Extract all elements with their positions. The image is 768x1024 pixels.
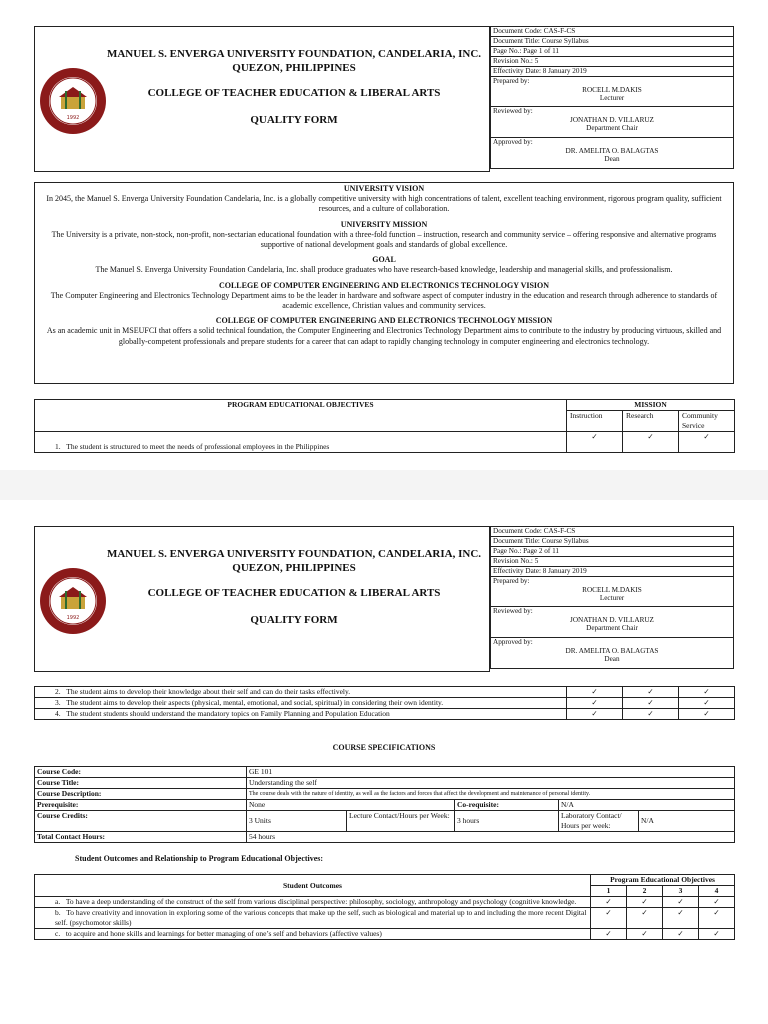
check-mark: ✓ xyxy=(663,929,699,940)
check-mark: ✓ xyxy=(627,929,663,940)
institution-line1: MANUEL S. ENVERGA UNIVERSITY FOUNDATION, CANDELARIA, INC. xyxy=(106,548,482,560)
student-outcomes-header: Student Outcomes xyxy=(35,875,591,897)
effectivity-date: Effectivity Date: 8 January 2019 xyxy=(491,567,734,577)
peo-item xyxy=(35,709,567,720)
check-mark: ✓ xyxy=(591,908,627,929)
student-outcomes-heading: Student Outcomes and Relationship to Program Educational Objectives: xyxy=(75,854,324,863)
course-credits-value: 3 Units xyxy=(247,811,347,832)
check-mark: ✓ xyxy=(699,897,735,908)
check-mark: ✓ xyxy=(679,432,735,453)
institution-block xyxy=(34,26,490,172)
col-community-service: Community Service xyxy=(679,411,735,432)
reviewed-by-cell xyxy=(491,107,734,138)
page-number: Page No.: Page 1 of 11 xyxy=(491,47,734,57)
col-instruction: Instruction xyxy=(567,411,623,432)
prepared-by-cell xyxy=(491,577,734,607)
course-description-label: Course Description: xyxy=(35,789,247,800)
prepared-role: Lecturer xyxy=(599,94,625,102)
check-mark: ✓ xyxy=(623,709,679,720)
course-code-value: GE 101 xyxy=(247,767,735,778)
college-name: COLLEGE OF TEACHER EDUCATION & LIBERAL ARTS xyxy=(147,587,441,599)
document-control-table xyxy=(490,26,734,169)
outcome-item xyxy=(35,908,591,929)
college-vision-heading: COLLEGE OF COMPUTER ENGINEERING AND ELECTRONICS TECHNOLOGY VISION xyxy=(218,280,550,290)
check-mark: ✓ xyxy=(591,897,627,908)
check-mark: ✓ xyxy=(623,698,679,709)
check-mark: ✓ xyxy=(623,687,679,698)
outcome-text: to acquire and hone skills and learnings for better managing of one’s self and behaviors (affective values) xyxy=(65,929,382,938)
check-mark: ✓ xyxy=(567,432,623,453)
page-number: Page No.: Page 2 of 11 xyxy=(491,547,734,557)
peo-row xyxy=(35,687,735,698)
peo-table-continued xyxy=(34,686,735,720)
approved-label: Approved by: xyxy=(493,138,533,146)
approved-role: Dean xyxy=(604,655,620,663)
peo-col-2: 2 xyxy=(627,886,663,897)
prerequisite-value: None xyxy=(247,800,455,811)
reviewed-label: Reviewed by: xyxy=(493,107,533,115)
peo-item xyxy=(35,698,567,709)
outcome-row xyxy=(35,897,735,908)
check-mark: ✓ xyxy=(699,908,735,929)
course-description-value: The course deals with the nature of identity, as well as the factors and forces that affect the development and maintenance of personal identity. xyxy=(247,789,735,800)
reviewed-label: Reviewed by: xyxy=(493,607,533,615)
peo-item-text: The student is structured to meet the needs of professional employees in the Philippines xyxy=(66,442,330,451)
goal-heading: GOAL xyxy=(372,255,396,265)
outcome-row xyxy=(35,908,735,929)
peo-item-number: 4. xyxy=(55,709,61,718)
logo-year: 1992 xyxy=(66,115,80,121)
reviewed-role: Department Chair xyxy=(586,124,638,132)
outcome-letter: a. xyxy=(55,897,61,906)
reviewed-role: Department Chair xyxy=(586,624,638,632)
student-outcomes-table xyxy=(34,874,735,940)
peo-item-text: The student aims to develop their aspects (physical, mental, emotional, and social, spiritual) in considering their own identity. xyxy=(66,698,444,707)
doc-code: Document Code: CAS-F-CS xyxy=(491,27,734,37)
vision-mission-box xyxy=(34,182,734,384)
document-control-table xyxy=(490,526,734,669)
lab-hours-label: Laboratory Contact/ Hours per week: xyxy=(559,811,639,832)
doc-title: Document Title: Course Syllabus xyxy=(491,537,734,547)
quality-form-title: QUALITY FORM xyxy=(250,614,338,626)
revision-no: Revision No.: 5 xyxy=(491,57,734,67)
college-name: COLLEGE OF TEACHER EDUCATION & LIBERAL ARTS xyxy=(147,87,441,99)
outcome-row xyxy=(35,929,735,940)
lab-hours-value: N/A xyxy=(639,811,735,832)
peo-header: Program Educational Objectives xyxy=(591,875,735,886)
institution-line2: QUEZON, PHILIPPINES xyxy=(232,62,356,74)
check-mark: ✓ xyxy=(567,709,623,720)
check-mark: ✓ xyxy=(627,897,663,908)
university-seal-logo xyxy=(39,67,107,135)
reviewed-name: JONATHAN D. VILLARUZ xyxy=(570,616,654,624)
course-title-label: Course Title: xyxy=(35,778,247,789)
course-specifications-heading: COURSE SPECIFICATIONS xyxy=(332,743,436,752)
institution-name xyxy=(103,547,485,575)
course-code-label: Course Code: xyxy=(35,767,247,778)
approved-by-cell xyxy=(491,138,734,169)
institution-line2: QUEZON, PHILIPPINES xyxy=(232,562,356,574)
col-research: Research xyxy=(623,411,679,432)
institution-block xyxy=(34,526,490,672)
check-mark: ✓ xyxy=(623,432,679,453)
course-credits-label: Course Credits: xyxy=(35,811,247,832)
approved-label: Approved by: xyxy=(493,638,533,646)
check-mark: ✓ xyxy=(679,687,735,698)
prepared-role: Lecturer xyxy=(599,594,625,602)
course-specifications-table xyxy=(34,766,735,843)
peo-item-number: 1. xyxy=(55,442,61,451)
total-contact-hours-label: Total Contact Hours: xyxy=(35,832,247,843)
quality-form-title: QUALITY FORM xyxy=(250,114,338,126)
peo-item xyxy=(35,432,567,453)
check-mark: ✓ xyxy=(663,897,699,908)
university-seal-logo xyxy=(39,567,107,635)
peo-table xyxy=(34,399,735,453)
peo-col-1: 1 xyxy=(591,886,627,897)
prepared-by-cell xyxy=(491,77,734,107)
check-mark: ✓ xyxy=(699,929,735,940)
peo-item-text: The student aims to develop their knowledge about their self and can do their tasks effectively. xyxy=(66,687,351,696)
reviewed-by-cell xyxy=(491,607,734,638)
peo-item-text: The student students should understand the mandatory topics on Family Planning and Population Education xyxy=(66,709,390,718)
approved-name: DR. AMELITA O. BALAGTAS xyxy=(565,647,659,655)
approved-role: Dean xyxy=(604,155,620,163)
approved-name: DR. AMELITA O. BALAGTAS xyxy=(565,147,659,155)
peo-row xyxy=(35,709,735,720)
college-mission-text: As an academic unit in MSEUFCI that offers a solid technical foundation, the Computer Engineering and Electronics Technology Department aims to contribute to the industry by producing virtuous, skilled and globally-competent professionals and prepare students for a career that can adapt to rapidly changing technology in computer engineering and electronics technology. xyxy=(46,326,722,346)
college-vision-text: The Computer Engineering and Electronics Technology Department aims to be the leader in hardware and software aspect of computer industry in the education and research through adherence to standards of academic excellence, Christian values and community services. xyxy=(50,290,718,311)
syllabus-page-2 xyxy=(0,500,768,1024)
university-vision-heading: UNIVERSITY VISION xyxy=(343,184,425,193)
outcome-item xyxy=(35,897,591,908)
check-mark: ✓ xyxy=(679,709,735,720)
peo-row xyxy=(35,432,735,453)
mission-header: MISSION xyxy=(567,400,735,411)
lecture-hours-label: Lecture Contact/Hours per Week: xyxy=(347,811,455,832)
institution-name xyxy=(103,47,485,75)
outcome-text: To have a deep understanding of the construct of the self from various disciplinal perspective: philosophy, sociology, anthropology and psychology (cognitive knowledge. xyxy=(65,897,577,906)
logo-year: 1992 xyxy=(66,615,80,621)
revision-no: Revision No.: 5 xyxy=(491,557,734,567)
university-mission-text: The University is a private, non-stock, non-profit, non-sectarian educational foundation with a three-fold function – instruction, research and community service – offering responsive and alternative programs supportive of national development goals and standards of global excellence. xyxy=(51,229,717,250)
doc-code: Document Code: CAS-F-CS xyxy=(491,527,734,537)
peo-item-number: 2. xyxy=(55,687,61,696)
prepared-name: ROCELL M.DAKIS xyxy=(582,86,642,94)
prepared-name: ROCELL M.DAKIS xyxy=(582,586,642,594)
approved-by-cell xyxy=(491,638,734,669)
prepared-label: Prepared by: xyxy=(493,77,530,85)
outcome-text: To have creativity and innovation in exploring some of the various concepts that make up the self, such as biological and material up to and including the more recent Digital self. (psychomotor skills) xyxy=(55,908,587,927)
peo-item-number: 3. xyxy=(55,698,61,707)
check-mark: ✓ xyxy=(627,908,663,929)
check-mark: ✓ xyxy=(679,698,735,709)
doc-title: Document Title: Course Syllabus xyxy=(491,37,734,47)
peo-header: PROGRAM EDUCATIONAL OBJECTIVES xyxy=(35,400,567,432)
peo-col-3: 3 xyxy=(663,886,699,897)
check-mark: ✓ xyxy=(567,687,623,698)
check-mark: ✓ xyxy=(591,929,627,940)
goal-text: The Manuel S. Enverga University Foundation Candelaria, Inc. shall produce graduates who have research-based knowledge, leadership and managerial skills, and professionalism. xyxy=(95,265,673,275)
syllabus-page-1 xyxy=(0,0,768,470)
outcome-letter: b. xyxy=(55,908,61,917)
reviewed-name: JONATHAN D. VILLARUZ xyxy=(570,116,654,124)
institution-line1: MANUEL S. ENVERGA UNIVERSITY FOUNDATION, CANDELARIA, INC. xyxy=(106,48,482,60)
corequisite-value: N/A xyxy=(559,800,735,811)
check-mark: ✓ xyxy=(567,698,623,709)
outcome-letter: c. xyxy=(55,929,61,938)
lecture-hours-value: 3 hours xyxy=(455,811,559,832)
peo-item xyxy=(35,687,567,698)
college-mission-heading: COLLEGE OF COMPUTER ENGINEERING AND ELECTRONICS TECHNOLOGY MISSION xyxy=(215,316,553,326)
check-mark: ✓ xyxy=(663,908,699,929)
prepared-label: Prepared by: xyxy=(493,577,530,585)
effectivity-date: Effectivity Date: 8 January 2019 xyxy=(491,67,734,77)
course-title-value: Understanding the self xyxy=(247,778,735,789)
university-mission-heading: UNIVERSITY MISSION xyxy=(340,219,428,229)
peo-row xyxy=(35,698,735,709)
university-vision-text: In 2045, the Manuel S. Enverga University Foundation Candelaria, Inc. is a globally competitive university with high concentrations of talent, excellent teaching environment, rigorous program quality, sufficient resources, and a culture of collaboration. xyxy=(46,194,722,214)
outcome-item xyxy=(35,929,591,940)
total-contact-hours-value: 54 hours xyxy=(247,832,735,843)
peo-col-4: 4 xyxy=(699,886,735,897)
prerequisite-label: Prerequisite: xyxy=(35,800,247,811)
corequisite-label: Co-requisite: xyxy=(455,800,559,811)
